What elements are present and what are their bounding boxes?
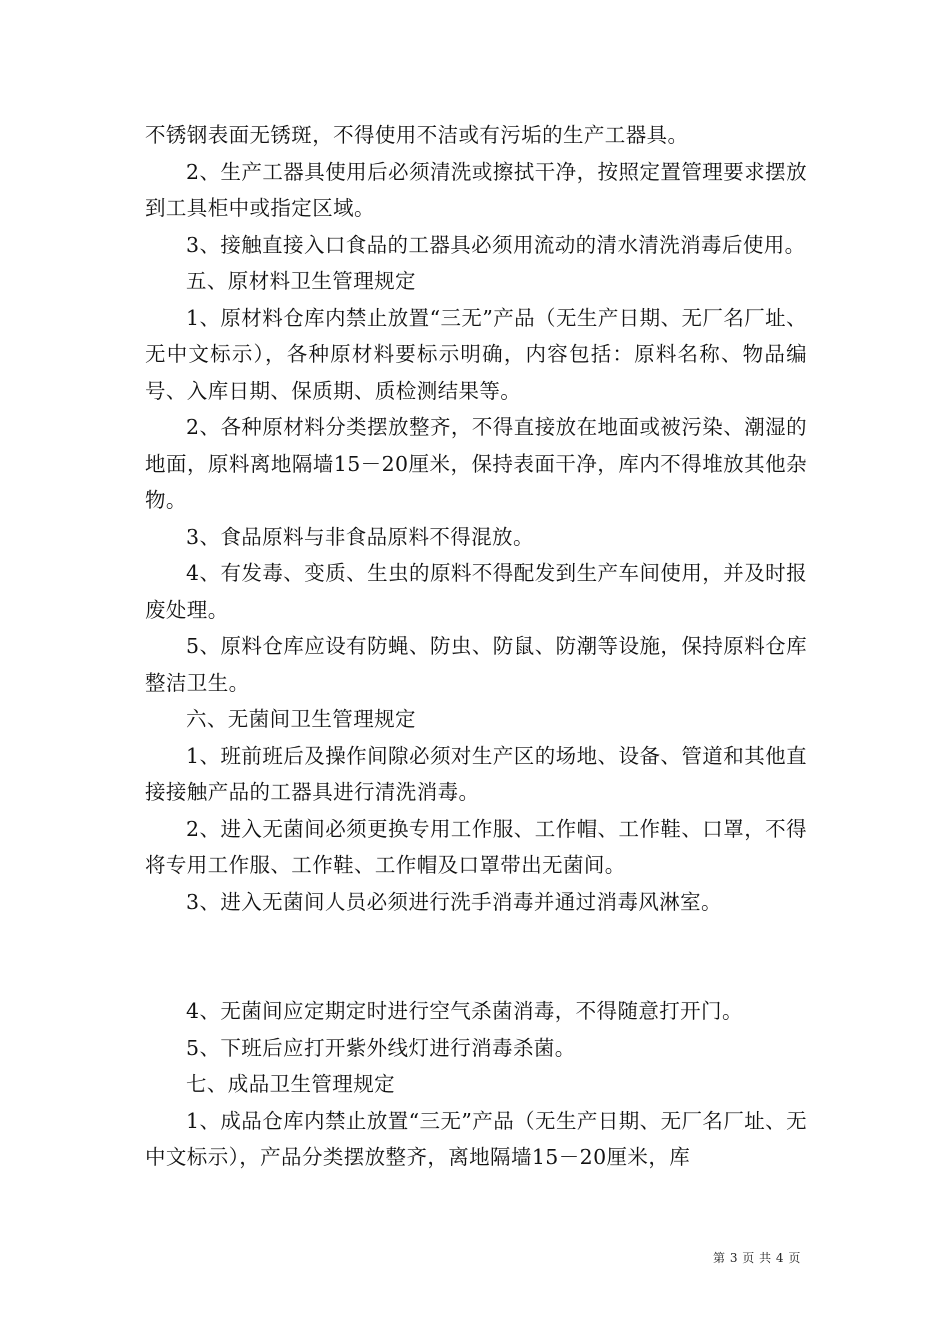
page-number-footer: 第 3 页 共 4 页 xyxy=(713,1251,801,1265)
section-heading-raw-materials: 五、原材料卫生管理规定 xyxy=(186,269,416,293)
paragraph-sterile-3: 3、进入无菌间人员必须进行洗手消毒并通过消毒风淋室。 xyxy=(186,889,722,914)
paragraph-sterile-5: 5、下班后应打开紫外线灯进行消毒杀菌。 xyxy=(186,1035,576,1060)
paragraph-raw-3: 3、食品原料与非食品原料不得混放。 xyxy=(186,524,534,549)
paragraph-sterile-4: 4、无菌间应定期定时进行空气杀菌消毒，不得随意打开门。 xyxy=(186,999,743,1023)
paragraph-raw-4: 4、有发毒、变质、生虫的原料不得配发到生产车间使用，并及时报废处理。 xyxy=(145,561,807,622)
paragraph-raw-2: 2、各种原材料分类摆放整齐，不得直接放在地面或被污染、潮湿的地面，原料离地隔墙15－20厘米，保持表面干净，库内不得堆放其他杂物。 xyxy=(145,415,807,512)
paragraph-gap xyxy=(145,920,807,993)
paragraph-raw-1: 1、原材料仓库内禁止放置“三无”产品（无生产日期、无厂名厂址、无中文标示），各种原材料要标示明确，内容包括：原料名称、物品编号、入库日期、保质期、质检测结果等。 xyxy=(145,305,807,403)
paragraph-finished-1: 1、成品仓库内禁止放置“三无”产品（无生产日期、无厂名厂址、无中文标示），产品分类摆放整齐，离地隔墙15－20厘米，库 xyxy=(145,1108,807,1169)
section-heading-finished-products: 七、成品卫生管理规定 xyxy=(186,1072,395,1096)
paragraph-continuation: 不锈钢表面无锈斑，不得使用不洁或有污垢的生产工器具。 xyxy=(145,123,689,147)
paragraph-tools-cleaning: 2、生产工器具使用后必须清洗或擦拭干净，按照定置管理要求摆放到工具柜中或指定区域。 xyxy=(145,159,807,220)
paragraph-sterile-1: 1、班前班后及操作间隙必须对生产区的场地、设备、管道和其他直接接触产品的工器具进行清洗消毒。 xyxy=(145,743,807,804)
paragraph-raw-5: 5、原料仓库应设有防蝇、防虫、防鼠、防潮等设施，保持原料仓库整洁卫生。 xyxy=(145,634,807,695)
section-heading-sterile-room: 六、无菌间卫生管理规定 xyxy=(186,707,416,731)
paragraph-tools-contact: 3、接触直接入口食品的工器具必须用流动的清水清洗消毒后使用。 xyxy=(186,232,806,257)
document-body xyxy=(145,117,807,1176)
paragraph-sterile-2: 2、进入无菌间必须更换专用工作服、工作帽、工作鞋、口罩，不得将专用工作服、工作鞋、工作帽及口罩带出无菌间。 xyxy=(145,816,807,877)
